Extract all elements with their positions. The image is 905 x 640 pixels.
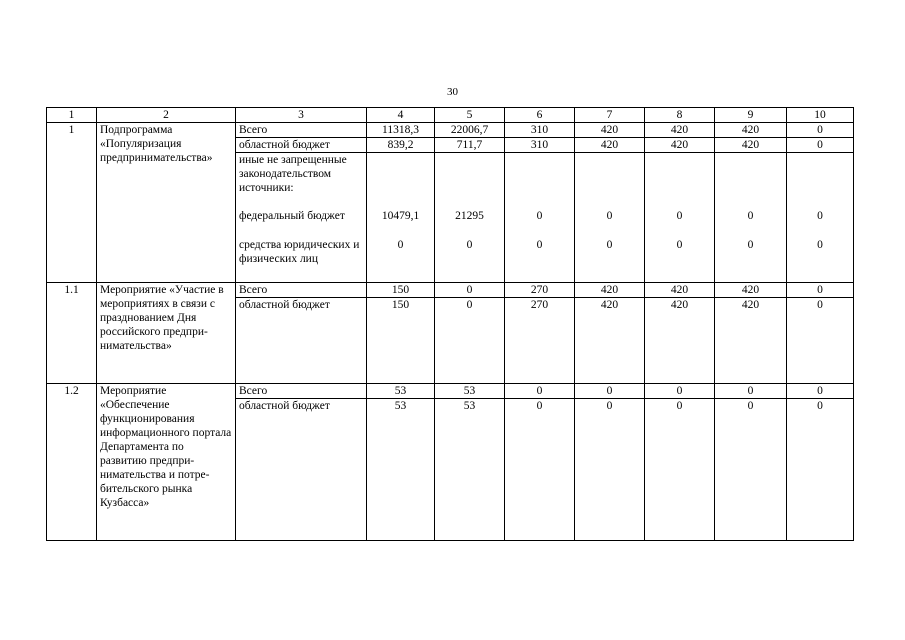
value-cell — [575, 153, 645, 210]
table-row — [47, 384, 854, 399]
header-cell: 4 — [367, 108, 435, 123]
value-cell: 0 — [645, 399, 715, 541]
value-cell — [715, 153, 787, 210]
value-cell: 0 — [787, 298, 854, 384]
value-cell: 53 — [367, 399, 435, 541]
value-cell: 0 — [575, 384, 645, 399]
value-cell — [645, 153, 715, 210]
header-cell: 3 — [236, 108, 367, 123]
value-cell: 420 — [645, 283, 715, 298]
value-cell: 839,2 — [367, 138, 435, 153]
header-cell: 5 — [435, 108, 505, 123]
value-cell: 0 — [715, 399, 787, 541]
value-cell: 0 — [505, 238, 575, 283]
value-cell: 11318,3 — [367, 123, 435, 138]
value-cell: 0 — [435, 298, 505, 384]
source-label: Всего — [236, 283, 367, 298]
activity-name: Мероприятие «Обеспечение функционирования информационного портала Департамента по развитию предпри-нимательства и потре-бительского рынка Кузбасса» — [97, 384, 236, 541]
value-cell: 0 — [787, 283, 854, 298]
value-cell — [367, 153, 435, 210]
value-cell: 0 — [435, 283, 505, 298]
value-cell: 0 — [505, 384, 575, 399]
value-cell: 0 — [575, 238, 645, 283]
header-cell: 8 — [645, 108, 715, 123]
value-cell: 711,7 — [435, 138, 505, 153]
value-cell — [435, 153, 505, 210]
value-cell: 310 — [505, 123, 575, 138]
value-cell: 270 — [505, 283, 575, 298]
header-cell: 9 — [715, 108, 787, 123]
source-label: средства юридических и физических лиц — [236, 238, 367, 283]
value-cell: 420 — [645, 298, 715, 384]
value-cell: 420 — [715, 298, 787, 384]
header-cell: 2 — [97, 108, 236, 123]
value-cell: 150 — [367, 283, 435, 298]
header-cell: 1 — [47, 108, 97, 123]
value-cell: 53 — [435, 384, 505, 399]
value-cell: 10479,1 — [367, 209, 435, 238]
header-cell: 6 — [505, 108, 575, 123]
value-cell: 0 — [575, 399, 645, 541]
value-cell: 270 — [505, 298, 575, 384]
value-cell: 53 — [367, 384, 435, 399]
row-number: 1 — [47, 123, 97, 283]
value-cell: 420 — [715, 283, 787, 298]
budget-table — [46, 107, 854, 541]
value-cell: 0 — [367, 238, 435, 283]
row-number: 1.2 — [47, 384, 97, 541]
source-label: областной бюджет — [236, 399, 367, 541]
source-label: областной бюджет — [236, 138, 367, 153]
value-cell: 150 — [367, 298, 435, 384]
source-label: Всего — [236, 123, 367, 138]
value-cell: 420 — [715, 123, 787, 138]
source-label: Всего — [236, 384, 367, 399]
value-cell: 0 — [715, 238, 787, 283]
value-cell: 53 — [435, 399, 505, 541]
value-cell: 0 — [787, 138, 854, 153]
value-cell: 0 — [505, 209, 575, 238]
value-cell: 21295 — [435, 209, 505, 238]
value-cell: 0 — [787, 238, 854, 283]
value-cell: 420 — [645, 138, 715, 153]
program-name: Подпрограмма «Популяризация предпринимательства» — [97, 123, 236, 283]
value-cell: 0 — [787, 399, 854, 541]
value-cell: 420 — [715, 138, 787, 153]
header-cell: 10 — [787, 108, 854, 123]
source-label: областной бюджет — [236, 298, 367, 384]
page-number: 30 — [447, 86, 458, 98]
value-cell: 420 — [575, 298, 645, 384]
value-cell — [505, 153, 575, 210]
value-cell: 0 — [645, 384, 715, 399]
header-cell: 7 — [575, 108, 645, 123]
value-cell: 0 — [575, 209, 645, 238]
value-cell: 420 — [575, 138, 645, 153]
value-cell: 420 — [575, 123, 645, 138]
header-row — [47, 108, 854, 123]
value-cell: 22006,7 — [435, 123, 505, 138]
value-cell: 0 — [715, 384, 787, 399]
value-cell: 0 — [645, 238, 715, 283]
value-cell: 310 — [505, 138, 575, 153]
value-cell: 0 — [787, 123, 854, 138]
value-cell: 0 — [505, 399, 575, 541]
table-row — [47, 123, 854, 138]
value-cell: 0 — [435, 238, 505, 283]
value-cell: 0 — [787, 384, 854, 399]
value-cell: 420 — [575, 283, 645, 298]
value-cell — [787, 153, 854, 210]
activity-name: Мероприятие «Участие в мероприятиях в связи с празднованием Дня российского предпри-нимательства» — [97, 283, 236, 384]
value-cell: 0 — [787, 209, 854, 238]
value-cell: 0 — [715, 209, 787, 238]
value-cell: 420 — [645, 123, 715, 138]
source-label: федеральный бюджет — [236, 209, 367, 238]
row-number: 1.1 — [47, 283, 97, 384]
source-label: иные не запрещенные законодательством источники: — [236, 153, 367, 210]
value-cell: 0 — [645, 209, 715, 238]
table-row — [47, 283, 854, 298]
